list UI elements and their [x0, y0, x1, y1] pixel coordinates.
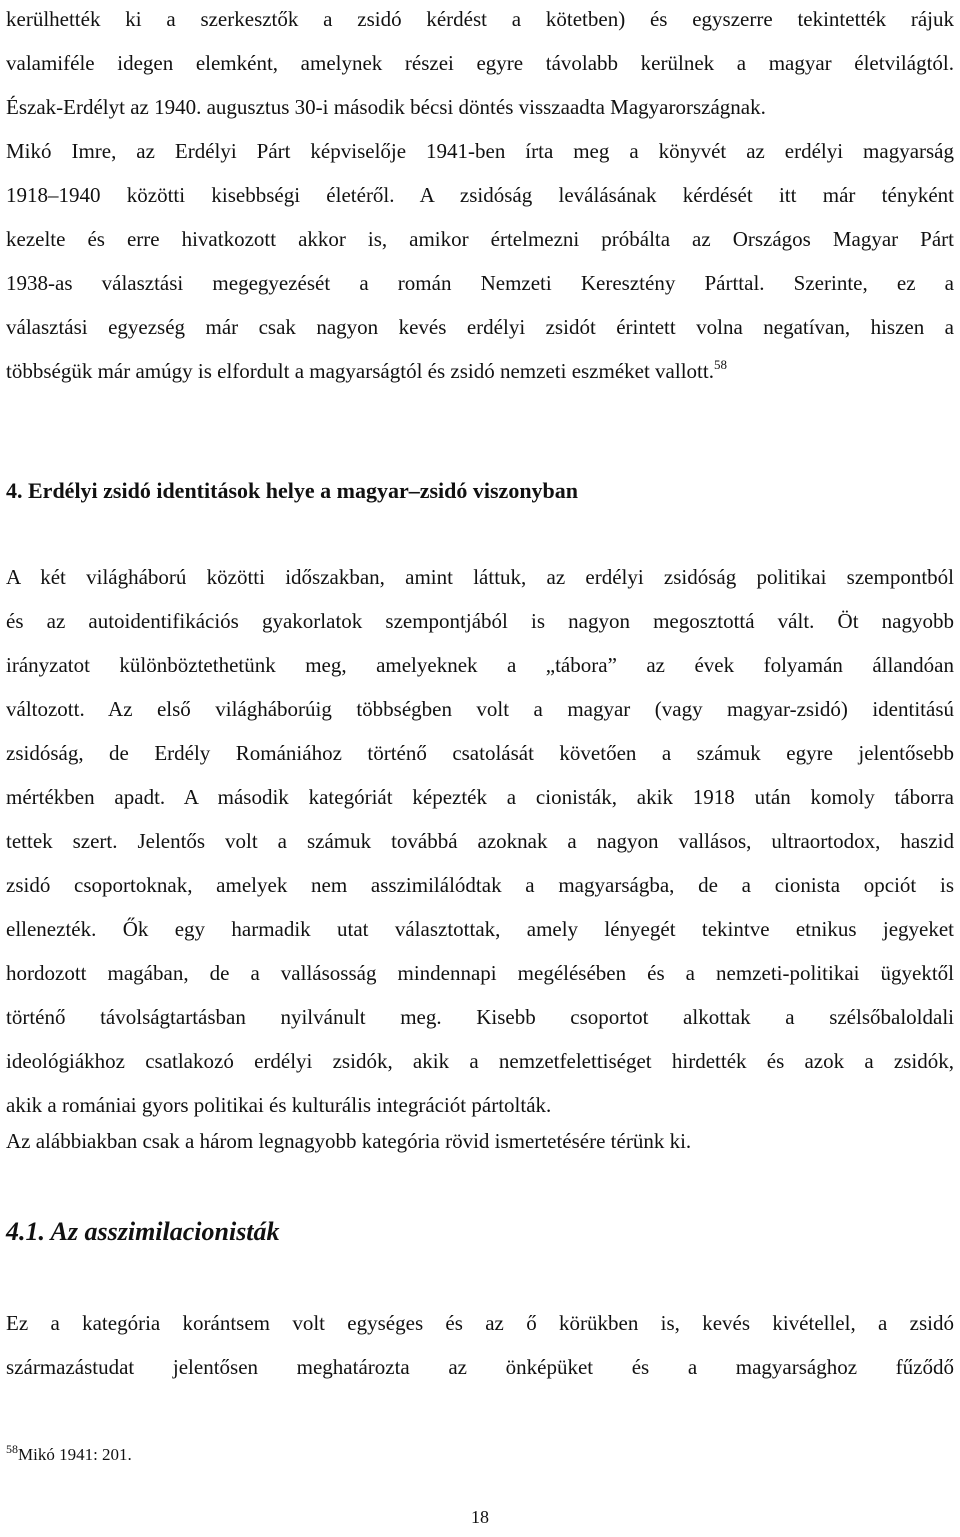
paragraph-3-line-1: Ez a kategória korántsem volt egységes és az ő körükben is, kevés kivétellel, a zsidó: [6, 1311, 954, 1335]
paragraph-2-line-14: Az alábbiakban csak a három legnagyobb kategória rövid ismertetésére térünk ki.: [6, 1129, 692, 1153]
paragraph-1-line-9: [6, 359, 954, 383]
paragraph-1-line-8: választási egyezség már csak nagyon kevés erdélyi zsidót érintett volna negatívan, hiszen a: [6, 315, 954, 339]
footnote-number: 58: [6, 1442, 18, 1456]
paragraph-2-line-3: irányzatot különböztethetünk meg, amelyeknek a „tábora” az évek folyamán állandóan: [6, 653, 954, 677]
section-heading: 4. Erdélyi zsidó identitások helye a magyar–zsidó viszonyban: [6, 478, 579, 503]
paragraph-1-line-7: 1938-as választási megegyezését a román Nemzeti Keresztény Párttal. Szerinte, ez a: [6, 271, 954, 295]
paragraph-2-line-12: ideológiákhoz csatlakozó erdélyi zsidók, akik a nemzetfelettiséget hirdették és azok a zsidók,: [6, 1049, 954, 1073]
paragraph-2-line-13: akik a romániai gyors politikai és kulturális integrációt pártolták.: [6, 1093, 552, 1117]
footnote-reference: 58: [713, 357, 727, 372]
paragraph-2-line-6: mértékben apadt. A második kategóriát képezték a cionisták, akik 1918 után komoly táborra: [6, 785, 954, 809]
footnote: [6, 1442, 132, 1465]
footnote-text: Mikó 1941: 201.: [18, 1445, 132, 1464]
paragraph-3-line-2: származástudat jelentősen meghatározta az önképüket és a magyarsághoz fűződő: [6, 1355, 954, 1379]
paragraph-1-line-4: Mikó Imre, az Erdélyi Párt képviselője 1941-ben írta meg a könyvét az erdélyi magyarság: [6, 139, 954, 163]
paragraph-1-line-6: kezelte és erre hivatkozott akkor is, amikor értelmezni próbálta az Országos Magyar Párt: [6, 227, 954, 251]
paragraph-2-line-9: ellenezték. Ők egy harmadik utat választottak, amely lényegét tekintve etnikus jegyeket: [6, 917, 954, 941]
paragraph-1-line-3: Észak-Erdélyt az 1940. augusztus 30-i második bécsi döntés visszaadta Magyarországnak.: [6, 95, 766, 119]
paragraph-2-line-2: és az autoidentifikációs gyakorlatok szempontjából is nagyon megosztottá vált. Öt nagyobb: [6, 609, 954, 633]
paragraph-1-line-9-text: többségük már amúgy is elfordult a magyarságtól és zsidó nemzeti eszméket vallott.: [6, 359, 714, 383]
subsection-heading: 4.1. Az asszimilacionisták: [6, 1217, 280, 1246]
paragraph-2-line-5: zsidóság, de Erdély Romániához történő csatolását követően a számuk egyre jelentősebb: [6, 741, 954, 765]
paragraph-2-line-7: tettek szert. Jelentős volt a számuk továbbá azoknak a nagyon vallásos, ultraortodox, haszid: [6, 829, 954, 853]
paragraph-1-line-2: valamiféle idegen elemként, amelynek részei egyre távolabb kerülnek a magyar életvilágtól.: [6, 51, 954, 75]
page-number: 18: [471, 1507, 489, 1527]
paragraph-2-line-10: hordozott magában, de a vallásosság mindennapi megélésében és a nemzeti-politikai ügyektől: [6, 961, 954, 985]
paragraph-1-line-1: kerülhették ki a szerkesztők a zsidó kérdést a kötetben) és egyszerre tekintették rájuk: [6, 7, 954, 31]
paragraph-1-line-5: 1918–1940 közötti kisebbségi életéről. A zsidóság leválásának kérdését itt már tényként: [6, 183, 954, 207]
paragraph-2-line-11: történő távolságtartásban nyilvánult meg. Kisebb csoportot alkottak a szélsőbaloldali: [6, 1005, 954, 1029]
paragraph-2-line-8: zsidó csoportoknak, amelyek nem asszimilálódtak a magyarságba, de a cionista opciót is: [6, 873, 954, 897]
paragraph-2-line-4: változott. Az első világháborúig többségben volt a magyar (vagy magyar-zsidó) identitású: [6, 697, 954, 721]
paragraph-2-line-1: A két világháború közötti időszakban, amint láttuk, az erdélyi zsidóság politikai szempontból: [6, 565, 954, 589]
